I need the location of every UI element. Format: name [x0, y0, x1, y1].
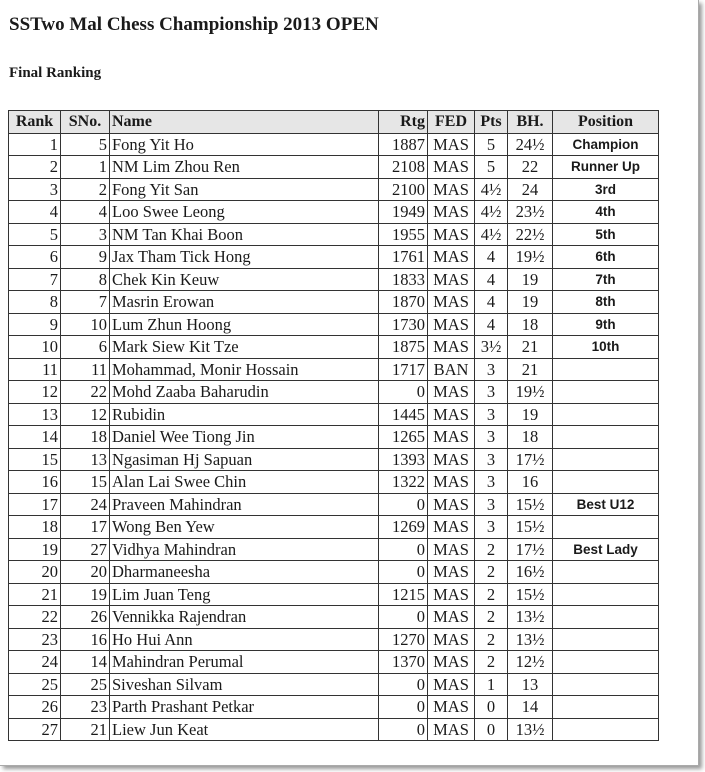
table-row — [9, 673, 659, 696]
federation-cell: MAS — [428, 538, 475, 561]
sno-cell: 10 — [61, 313, 110, 336]
buchholz-cell: 19½ — [508, 246, 553, 269]
name-cell: Vennikka Rajendran — [110, 606, 379, 629]
rank-cell: 24 — [9, 651, 61, 674]
rank-cell: 10 — [9, 336, 61, 359]
points-cell: 5 — [475, 133, 508, 156]
name-cell: Rubidin — [110, 403, 379, 426]
points-cell: 2 — [475, 628, 508, 651]
name-cell: Praveen Mahindran — [110, 493, 379, 516]
buchholz-cell: 21 — [508, 358, 553, 381]
points-cell: 4 — [475, 313, 508, 336]
name-cell: Fong Yit San — [110, 178, 379, 201]
federation-cell: MAS — [428, 448, 475, 471]
rating-cell: 1370 — [379, 651, 428, 674]
position-cell: 10th — [553, 336, 659, 359]
sno-cell: 26 — [61, 606, 110, 629]
points-cell: 2 — [475, 561, 508, 584]
rank-cell: 18 — [9, 516, 61, 539]
sno-cell: 14 — [61, 651, 110, 674]
document-title: SSTwo Mal Chess Championship 2013 OPEN — [9, 14, 379, 35]
name-cell: Loo Swee Leong — [110, 201, 379, 224]
federation-cell: MAS — [428, 291, 475, 314]
rating-cell: 1870 — [379, 291, 428, 314]
points-cell: 3 — [475, 448, 508, 471]
buchholz-cell: 17½ — [508, 538, 553, 561]
rating-cell: 1215 — [379, 583, 428, 606]
name-cell: Ho Hui Ann — [110, 628, 379, 651]
position-cell — [553, 673, 659, 696]
position-cell: Champion — [553, 133, 659, 156]
points-cell: 4½ — [475, 178, 508, 201]
rating-cell: 1445 — [379, 403, 428, 426]
buchholz-cell: 21 — [508, 336, 553, 359]
buchholz-cell: 13½ — [508, 718, 553, 741]
position-cell — [553, 606, 659, 629]
rank-cell: 7 — [9, 268, 61, 291]
table-row — [9, 403, 659, 426]
table-row — [9, 156, 659, 179]
position-cell — [553, 651, 659, 674]
name-cell: Mark Siew Kit Tze — [110, 336, 379, 359]
rating-cell: 2100 — [379, 178, 428, 201]
rank-cell: 15 — [9, 448, 61, 471]
buchholz-cell: 22½ — [508, 223, 553, 246]
federation-cell: MAS — [428, 718, 475, 741]
column-header-position: Position — [553, 111, 659, 134]
rating-cell: 0 — [379, 718, 428, 741]
federation-cell: BAN — [428, 358, 475, 381]
position-cell — [553, 696, 659, 719]
position-cell — [553, 426, 659, 449]
sno-cell: 18 — [61, 426, 110, 449]
buchholz-cell: 19 — [508, 291, 553, 314]
position-cell: 9th — [553, 313, 659, 336]
sno-cell: 23 — [61, 696, 110, 719]
position-cell: 8th — [553, 291, 659, 314]
federation-cell: MAS — [428, 268, 475, 291]
buchholz-cell: 14 — [508, 696, 553, 719]
table-row — [9, 133, 659, 156]
position-cell — [553, 358, 659, 381]
name-cell: Liew Jun Keat — [110, 718, 379, 741]
name-cell: Mohd Zaaba Baharudin — [110, 381, 379, 404]
sno-cell: 7 — [61, 291, 110, 314]
position-cell: 6th — [553, 246, 659, 269]
federation-cell: MAS — [428, 381, 475, 404]
sno-cell: 4 — [61, 201, 110, 224]
buchholz-cell: 18 — [508, 426, 553, 449]
points-cell: 4 — [475, 246, 508, 269]
federation-cell: MAS — [428, 493, 475, 516]
table-row — [9, 696, 659, 719]
position-cell: Best Lady — [553, 538, 659, 561]
points-cell: 1 — [475, 673, 508, 696]
federation-cell: MAS — [428, 426, 475, 449]
rank-cell: 19 — [9, 538, 61, 561]
sno-cell: 22 — [61, 381, 110, 404]
sno-cell: 6 — [61, 336, 110, 359]
points-cell: 0 — [475, 696, 508, 719]
column-header-rating: Rtg — [379, 111, 428, 134]
table-row — [9, 381, 659, 404]
points-cell: 3 — [475, 403, 508, 426]
name-cell: Ngasiman Hj Sapuan — [110, 448, 379, 471]
sno-cell: 9 — [61, 246, 110, 269]
position-cell: 3rd — [553, 178, 659, 201]
federation-cell: MAS — [428, 651, 475, 674]
federation-cell: MAS — [428, 156, 475, 179]
name-cell: Lum Zhun Hoong — [110, 313, 379, 336]
buchholz-cell: 13½ — [508, 628, 553, 651]
federation-cell: MAS — [428, 403, 475, 426]
column-header-buchholz: BH. — [508, 111, 553, 134]
points-cell: 3 — [475, 471, 508, 494]
sno-cell: 21 — [61, 718, 110, 741]
points-cell: 4½ — [475, 223, 508, 246]
federation-cell: MAS — [428, 583, 475, 606]
rating-cell: 1955 — [379, 223, 428, 246]
federation-cell: MAS — [428, 336, 475, 359]
rank-cell: 22 — [9, 606, 61, 629]
rank-cell: 16 — [9, 471, 61, 494]
sno-cell: 20 — [61, 561, 110, 584]
table-row — [9, 538, 659, 561]
table-row — [9, 178, 659, 201]
rank-cell: 20 — [9, 561, 61, 584]
name-cell: Parth Prashant Petkar — [110, 696, 379, 719]
position-cell: 4th — [553, 201, 659, 224]
points-cell: 2 — [475, 651, 508, 674]
federation-cell: MAS — [428, 561, 475, 584]
buchholz-cell: 12½ — [508, 651, 553, 674]
rank-cell: 12 — [9, 381, 61, 404]
column-header-points: Pts — [475, 111, 508, 134]
rating-cell: 1875 — [379, 336, 428, 359]
points-cell: 4 — [475, 268, 508, 291]
points-cell: 3 — [475, 358, 508, 381]
rank-cell: 1 — [9, 133, 61, 156]
position-cell: Best U12 — [553, 493, 659, 516]
rank-cell: 27 — [9, 718, 61, 741]
federation-cell: MAS — [428, 696, 475, 719]
name-cell: Daniel Wee Tiong Jin — [110, 426, 379, 449]
column-header-name: Name — [110, 111, 379, 134]
rating-cell: 0 — [379, 696, 428, 719]
ranking-table — [8, 110, 659, 741]
federation-cell: MAS — [428, 313, 475, 336]
position-cell — [553, 516, 659, 539]
buchholz-cell: 17½ — [508, 448, 553, 471]
federation-cell: MAS — [428, 178, 475, 201]
rank-cell: 2 — [9, 156, 61, 179]
points-cell: 2 — [475, 606, 508, 629]
rating-cell: 2108 — [379, 156, 428, 179]
federation-cell: MAS — [428, 471, 475, 494]
buchholz-cell: 18 — [508, 313, 553, 336]
rank-cell: 23 — [9, 628, 61, 651]
sno-cell: 11 — [61, 358, 110, 381]
position-cell — [553, 718, 659, 741]
buchholz-cell: 16 — [508, 471, 553, 494]
table-row — [9, 448, 659, 471]
table-row — [9, 246, 659, 269]
name-cell: Siveshan Silvam — [110, 673, 379, 696]
table-row — [9, 336, 659, 359]
table-row — [9, 493, 659, 516]
rating-cell: 1717 — [379, 358, 428, 381]
sno-cell: 8 — [61, 268, 110, 291]
rating-cell: 0 — [379, 381, 428, 404]
points-cell: 3½ — [475, 336, 508, 359]
position-cell: Runner Up — [553, 156, 659, 179]
federation-cell: MAS — [428, 673, 475, 696]
name-cell: Fong Yit Ho — [110, 133, 379, 156]
federation-cell: MAS — [428, 606, 475, 629]
table-row — [9, 268, 659, 291]
sno-cell: 3 — [61, 223, 110, 246]
points-cell: 2 — [475, 583, 508, 606]
position-cell — [553, 628, 659, 651]
name-cell: Alan Lai Swee Chin — [110, 471, 379, 494]
position-cell — [553, 561, 659, 584]
sno-cell: 25 — [61, 673, 110, 696]
rating-cell: 0 — [379, 561, 428, 584]
points-cell: 5 — [475, 156, 508, 179]
buchholz-cell: 19½ — [508, 381, 553, 404]
federation-cell: MAS — [428, 516, 475, 539]
table-header-row — [9, 111, 659, 134]
rating-cell: 0 — [379, 493, 428, 516]
points-cell: 3 — [475, 381, 508, 404]
position-cell: 5th — [553, 223, 659, 246]
rating-cell: 1949 — [379, 201, 428, 224]
buchholz-cell: 15½ — [508, 516, 553, 539]
position-cell — [553, 381, 659, 404]
rank-cell: 26 — [9, 696, 61, 719]
position-cell: 7th — [553, 268, 659, 291]
federation-cell: MAS — [428, 133, 475, 156]
sno-cell: 13 — [61, 448, 110, 471]
sno-cell: 27 — [61, 538, 110, 561]
sno-cell: 15 — [61, 471, 110, 494]
rating-cell: 1730 — [379, 313, 428, 336]
points-cell: 2 — [475, 538, 508, 561]
points-cell: 3 — [475, 426, 508, 449]
sno-cell: 1 — [61, 156, 110, 179]
points-cell: 0 — [475, 718, 508, 741]
table-row — [9, 291, 659, 314]
rank-cell: 25 — [9, 673, 61, 696]
points-cell: 3 — [475, 516, 508, 539]
rating-cell: 0 — [379, 606, 428, 629]
buchholz-cell: 23½ — [508, 201, 553, 224]
name-cell: Masrin Erowan — [110, 291, 379, 314]
sno-cell: 19 — [61, 583, 110, 606]
federation-cell: MAS — [428, 628, 475, 651]
table-row — [9, 651, 659, 674]
name-cell: Chek Kin Keuw — [110, 268, 379, 291]
table-row — [9, 358, 659, 381]
table-row — [9, 606, 659, 629]
buchholz-cell: 13½ — [508, 606, 553, 629]
sno-cell: 2 — [61, 178, 110, 201]
rating-cell: 1887 — [379, 133, 428, 156]
federation-cell: MAS — [428, 223, 475, 246]
position-cell — [553, 448, 659, 471]
column-header-sno: SNo. — [61, 111, 110, 134]
buchholz-cell: 15½ — [508, 493, 553, 516]
position-cell — [553, 583, 659, 606]
rank-cell: 3 — [9, 178, 61, 201]
rating-cell: 1393 — [379, 448, 428, 471]
table-row — [9, 583, 659, 606]
name-cell: Mahindran Perumal — [110, 651, 379, 674]
rank-cell: 13 — [9, 403, 61, 426]
column-header-rank: Rank — [9, 111, 61, 134]
rank-cell: 6 — [9, 246, 61, 269]
rating-cell: 1270 — [379, 628, 428, 651]
federation-cell: MAS — [428, 246, 475, 269]
points-cell: 3 — [475, 493, 508, 516]
buchholz-cell: 19 — [508, 403, 553, 426]
table-row — [9, 718, 659, 741]
table-row — [9, 516, 659, 539]
table-row — [9, 201, 659, 224]
rating-cell: 1265 — [379, 426, 428, 449]
sno-cell: 17 — [61, 516, 110, 539]
table-row — [9, 313, 659, 336]
name-cell: NM Lim Zhou Ren — [110, 156, 379, 179]
buchholz-cell: 24½ — [508, 133, 553, 156]
name-cell: Vidhya Mahindran — [110, 538, 379, 561]
position-cell — [553, 403, 659, 426]
rating-cell: 0 — [379, 673, 428, 696]
rank-cell: 5 — [9, 223, 61, 246]
rank-cell: 14 — [9, 426, 61, 449]
table-row — [9, 223, 659, 246]
table-row — [9, 471, 659, 494]
buchholz-cell: 24 — [508, 178, 553, 201]
position-cell — [553, 471, 659, 494]
rank-cell: 4 — [9, 201, 61, 224]
rating-cell: 1833 — [379, 268, 428, 291]
rank-cell: 8 — [9, 291, 61, 314]
rating-cell: 1761 — [379, 246, 428, 269]
sno-cell: 24 — [61, 493, 110, 516]
sno-cell: 5 — [61, 133, 110, 156]
section-heading: Final Ranking — [9, 65, 102, 81]
buchholz-cell: 15½ — [508, 583, 553, 606]
sno-cell: 12 — [61, 403, 110, 426]
buchholz-cell: 22 — [508, 156, 553, 179]
rank-cell: 17 — [9, 493, 61, 516]
sno-cell: 16 — [61, 628, 110, 651]
table-row — [9, 561, 659, 584]
table-row — [9, 628, 659, 651]
rating-cell: 1322 — [379, 471, 428, 494]
name-cell: Wong Ben Yew — [110, 516, 379, 539]
rank-cell: 11 — [9, 358, 61, 381]
name-cell: NM Tan Khai Boon — [110, 223, 379, 246]
name-cell: Mohammad, Monir Hossain — [110, 358, 379, 381]
rating-cell: 0 — [379, 538, 428, 561]
name-cell: Dharmaneesha — [110, 561, 379, 584]
buchholz-cell: 13 — [508, 673, 553, 696]
rating-cell: 1269 — [379, 516, 428, 539]
buchholz-cell: 19 — [508, 268, 553, 291]
column-header-federation: FED — [428, 111, 475, 134]
rank-cell: 9 — [9, 313, 61, 336]
name-cell: Jax Tham Tick Hong — [110, 246, 379, 269]
points-cell: 4½ — [475, 201, 508, 224]
federation-cell: MAS — [428, 201, 475, 224]
rank-cell: 21 — [9, 583, 61, 606]
name-cell: Lim Juan Teng — [110, 583, 379, 606]
points-cell: 4 — [475, 291, 508, 314]
buchholz-cell: 16½ — [508, 561, 553, 584]
table-row — [9, 426, 659, 449]
